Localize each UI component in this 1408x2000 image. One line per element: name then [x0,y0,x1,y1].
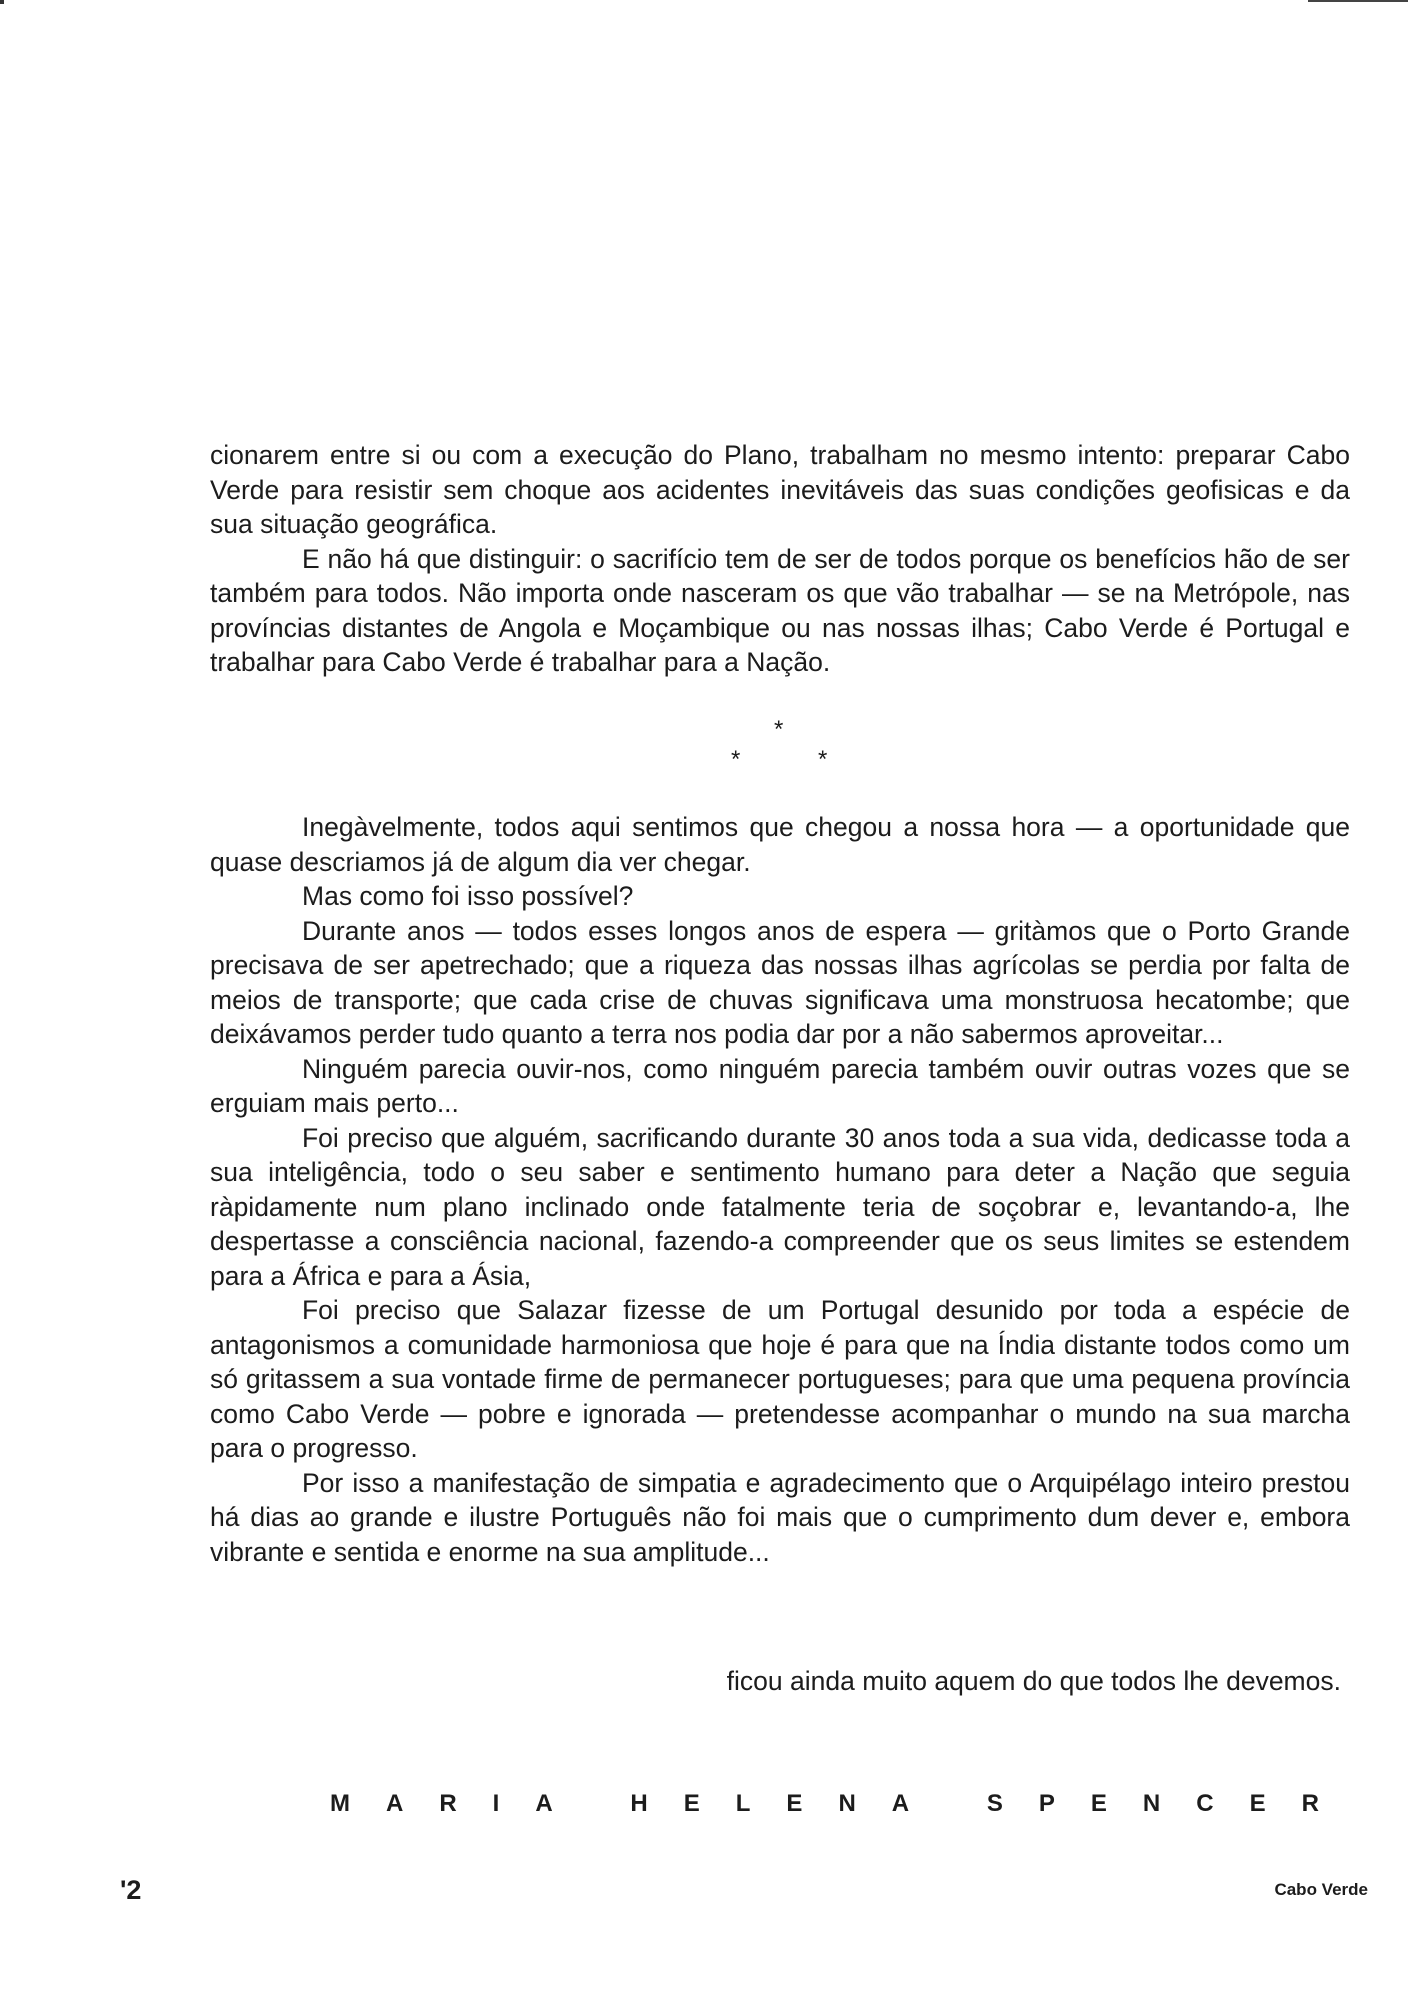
paragraph: Durante anos — todos esses longos anos de espera — gritàmos que o Porto Grande precisava de ser apetrechado; que a riqueza das nossas ilhas agrícolas se perdia por falta de meios de transporte; que cada crise de chuvas significava uma monstruosa hecatombe; que deixávamos perder tudo quanto a terra nos podia dar por a não sabermos aproveitar... [210,915,1350,1049]
scan-corner-mark [0,0,4,4]
running-footer: Cabo Verde [1274,1880,1368,1899]
paragraph: Inegàvelmente, todos aqui sentimos que chegou a nossa hora — a oportunidade que quase descriamos já de algum dia ver chegar. [210,812,1350,877]
asterism-star: * [818,746,828,773]
body-text-bottom [210,810,1350,1569]
body-text-top [210,438,1350,680]
asterism-star: * [774,716,784,743]
paragraph: Foi preciso que Salazar fizesse de um Portugal desunido por toda a espécie de antagonismos a comunidade harmoniosa que hoje é para que na Índia distante todos como um só gritassem a sua vontade firme de permanecer portugueses; para que uma pequena província como Cabo Verde — pobre e ignorada — pretendesse acompanhar o mundo na sua marcha para o progresso. [210,1295,1350,1463]
author-signature: MARIA HELENA SPENCER [330,1790,1355,1817]
paragraph: E não há que distinguir: o sacrifício tem de ser de todos porque os benefícios hão de ser também para todos. Não importa onde nasceram os que vão trabalhar — se na Metrópole, nas províncias distantes de Angola e Moçambique ou nas nossas ilhas; Cabo Verde é Portugal e trabalhar para Cabo Verde é trabalhar para a Nação. [210,543,1350,677]
paragraph: Foi preciso que alguém, sacrificando durante 30 anos toda a sua vida, dedicasse toda a sua inteligência, todo o seu saber e sentimento humano para deter a Nação que seguia ràpidamente num plano inclinado onde fatalmente teria de soçobrar e, levantando-a, lhe despertasse a consciência nacional, fazendo-a compreender que os seus limites se estendem para a África e para a Ásia, [210,1122,1350,1291]
closing-line: ficou ainda muito aquem do que todos lhe devemos. [726,1666,1341,1696]
paragraph: Mas como foi isso possível? [302,881,634,911]
asterism-star: * [731,746,741,773]
top-rule [1308,0,1408,2]
asterism-divider [0,718,1408,778]
paragraph: Por isso a manifestação de simpatia e agradecimento que o Arquipélago inteiro prestou há dias ao grande e ilustre Português não foi mais que o cumprimento dum dever e, embora vibrante e sentida e enorme na sua amplitude... [210,1467,1350,1567]
paragraph: Ninguém parecia ouvir-nos, como ninguém parecia também ouvir outras vozes que se erguiam mais perto... [210,1053,1350,1118]
page-number: '2 [120,1875,142,1905]
paragraph: cionarem entre si ou com a execução do Plano, trabalham no mesmo intento: preparar Cabo Verde para resistir sem choque aos acidentes inevitáveis das suas condições geofisicas e da sua situação geográfica. [210,440,1350,539]
